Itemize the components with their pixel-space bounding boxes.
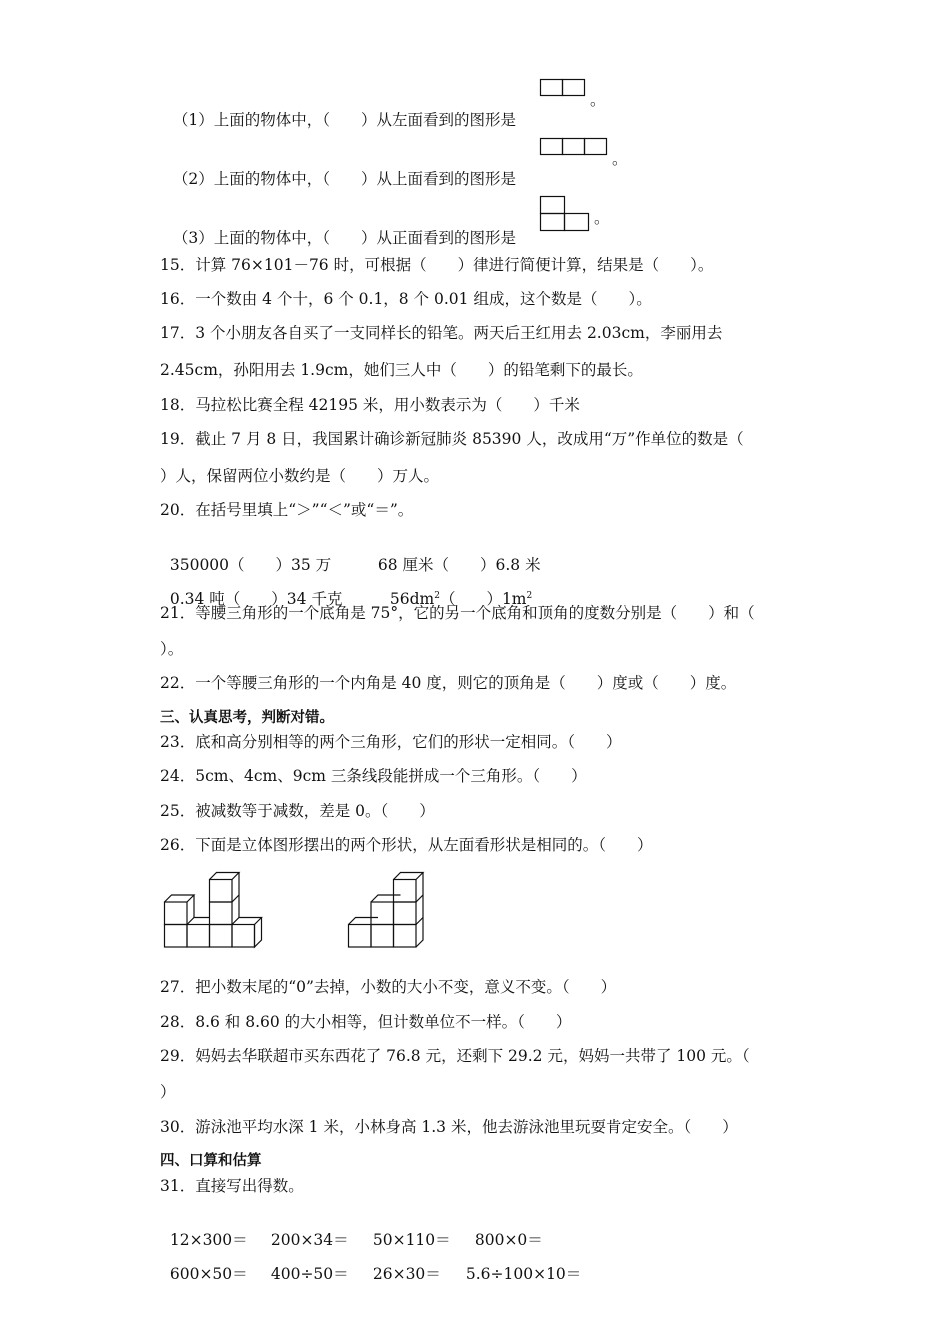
- section-3-heading: 三、认真思考，判断对错。: [160, 710, 334, 726]
- view-square: [541, 80, 563, 96]
- question-31: 31．直接写出得数。: [160, 1177, 304, 1195]
- calc-row-2: [160, 1244, 581, 1284]
- calc-item: 5.6÷100×10＝: [465, 1265, 582, 1283]
- question-23: 23．底和高分别相等的两个三角形，它们的形状一定相同。（ ）: [160, 733, 622, 751]
- view-shape-three-squares: [540, 138, 608, 156]
- calc-item: 800×0＝: [474, 1231, 543, 1249]
- calc-item: 600×50＝: [169, 1265, 248, 1283]
- question-25: 25．被减数等于减数，差是 0。（ ）: [160, 802, 435, 820]
- question-29-line-2: ）: [160, 1083, 176, 1101]
- view-shape-l-shape: [540, 196, 592, 232]
- calc-item: 26×30＝: [372, 1265, 441, 1283]
- question-15: 15．计算 76×101－76 时，可根据（ ）律进行简便计算，结果是（ ）。: [160, 256, 714, 274]
- question-29-line-1: 29．妈妈去华联超市买东西花了 76.8 元，还剩下 29.2 元，妈妈一共带了 100 元。（: [160, 1047, 750, 1065]
- compare-item: 350000（ ）35 万: [169, 556, 332, 574]
- sub-question-2: [163, 149, 516, 189]
- section-4-heading: 四、口算和估算: [160, 1153, 262, 1169]
- question-17-line-2: 2.45cm，孙阳用去 1.9cm，她们三人中（ ）的铅笔剩下的最长。: [160, 361, 643, 379]
- view-square: [541, 139, 563, 155]
- cube-figure-right: [346, 868, 436, 950]
- sub-question-3: [163, 208, 516, 248]
- view-square: [563, 139, 585, 155]
- calc-item: 200×34＝: [270, 1231, 349, 1249]
- view-square: [541, 214, 565, 231]
- calc-item: 12×300＝: [169, 1231, 248, 1249]
- question-16: 16．一个数由 4 个十，6 个 0.1，8 个 0.01 组成，这个数是（ ）。: [160, 290, 652, 308]
- compare-item: 68 厘米（ ）6.8 米: [377, 556, 541, 574]
- calc-item: 50×110＝: [372, 1231, 451, 1249]
- compare-item-part: （ ）1m: [439, 590, 527, 608]
- question-26: 26．下面是立体图形摆出的两个形状，从左面看形状是相同的。（ ）: [160, 836, 653, 854]
- view-square: [541, 197, 565, 214]
- sub-question-3-end: 。: [594, 209, 610, 227]
- question-27: 27．把小数末尾的“0”去掉，小数的大小不变，意义不变。（ ）: [160, 978, 617, 996]
- question-20: 20．在括号里填上“＞”“＜”或“＝”。: [160, 501, 414, 519]
- question-21-line-1: 21．等腰三角形的一个底角是 75°，它的另一个底角和顶角的度数分别是（ ）和（: [160, 604, 755, 622]
- question-21-line-2: ）。: [160, 640, 184, 658]
- question-24: 24．5cm、4cm、9cm 三条线段能拼成一个三角形。（ ）: [160, 767, 587, 785]
- calc-item: 400÷50＝: [270, 1265, 349, 1283]
- sub-question-3-text: （3）上面的物体中，（ ）从正面看到的图形是: [172, 229, 516, 247]
- view-square: [585, 139, 607, 155]
- view-shape-two-squares: [540, 79, 586, 97]
- view-square: [565, 214, 589, 231]
- question-19-line-1: 19．截止 7 月 8 日，我国累计确诊新冠肺炎 85390 人，改成用“万”作单位的数是（: [160, 430, 744, 448]
- question-22: 22．一个等腰三角形的一个内角是 40 度，则它的顶角是（ ）度或（ ）度。: [160, 674, 737, 692]
- view-square: [563, 80, 585, 96]
- superscript: 2: [526, 590, 533, 601]
- sub-question-1-text: （1）上面的物体中，（ ）从左面看到的图形是: [172, 111, 516, 129]
- sub-question-1-end: 。: [590, 91, 606, 109]
- question-18: 18．马拉松比赛全程 42195 米，用小数表示为（ ）千米: [160, 396, 580, 414]
- question-30: 30．游泳池平均水深 1 米，小林身高 1.3 米，他去游泳池里玩耍肯定安全。（ ）: [160, 1118, 738, 1136]
- superscript: 2: [434, 590, 440, 601]
- sub-question-2-end: 。: [612, 150, 628, 168]
- question-19-line-2: ）人，保留两位小数约是（ ）万人。: [160, 467, 440, 485]
- sub-question-1: [163, 90, 516, 130]
- question-17-line-1: 17．3 个小朋友各自买了一支同样长的铅笔。两天后王红用去 2.03cm，李丽用去: [160, 324, 723, 342]
- sub-question-2-text: （2）上面的物体中，（ ）从上面看到的图形是: [172, 170, 516, 188]
- cube-figure-left: [160, 868, 270, 950]
- compare-item-part: 56dm: [389, 590, 435, 608]
- compare-item: 0.34 吨（ ）34 千克: [169, 590, 343, 608]
- question-28: 28．8.6 和 8.60 的大小相等，但计数单位不一样。（ ）: [160, 1013, 572, 1031]
